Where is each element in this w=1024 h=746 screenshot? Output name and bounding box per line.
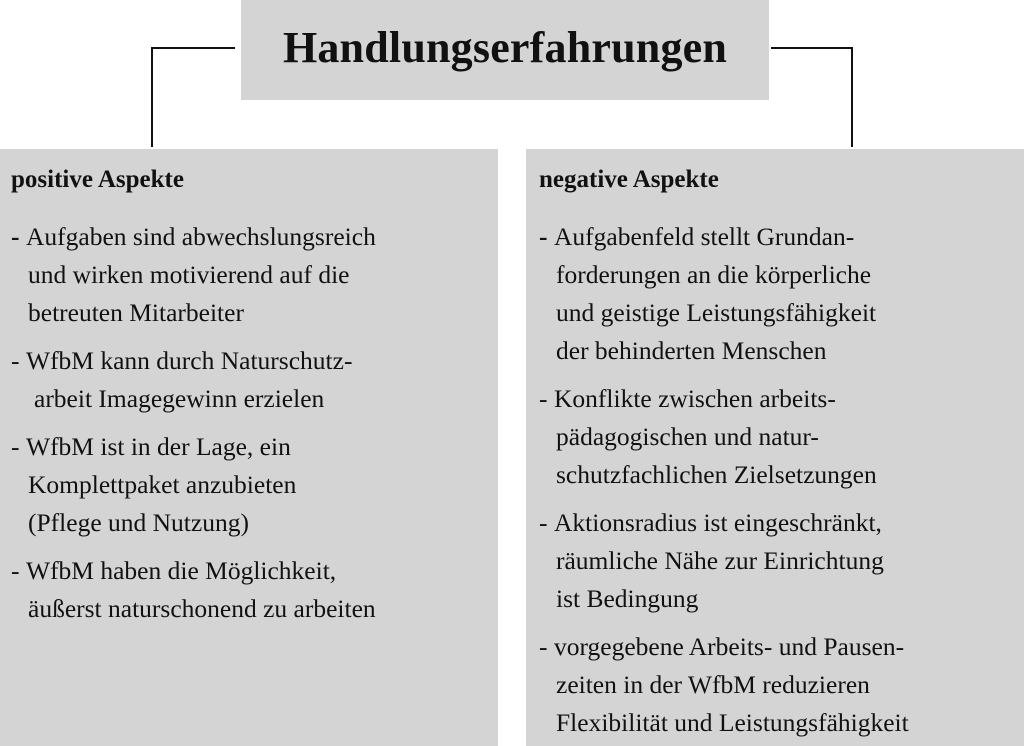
item-line: WfbM ist in der Lage, ein: [26, 432, 291, 461]
item-line: Komplettpaket anzubieten: [28, 470, 297, 499]
negative-aspects-heading: negative Aspekte: [539, 166, 719, 193]
item-line: äußerst naturschonend zu arbeiten: [28, 594, 376, 623]
item-line: Aufgabenfeld stellt Grundan-: [554, 222, 855, 251]
item-line: WfbM haben die Möglichkeit,: [26, 556, 337, 585]
bullet-dash: -: [539, 384, 548, 413]
item-line: Aktionsradius ist eingeschränkt,: [554, 508, 882, 537]
positive-item: [11, 552, 498, 628]
positive-item: [11, 428, 498, 542]
positive-item: [11, 218, 498, 332]
title-box: [241, 0, 769, 100]
item-line: der behinderten Menschen: [556, 336, 827, 365]
item-line: forderungen an die körperliche: [556, 260, 872, 289]
item-line: betreuten Mitarbeiter: [28, 298, 244, 327]
negative-item: [539, 380, 1024, 494]
diagram-title: Handlungserfahrungen: [282, 23, 728, 72]
negative-item: [539, 218, 1024, 370]
connector-right-horizontal: [771, 47, 853, 49]
item-line: und wirken motivierend auf die: [28, 260, 350, 289]
negative-aspects-panel: [526, 149, 1024, 746]
positive-item: [11, 342, 498, 418]
item-line: schutzfachlichen Zielsetzungen: [556, 460, 877, 489]
connector-left-vertical: [151, 47, 153, 147]
item-line: zeiten in der WfbM reduzieren: [556, 670, 870, 699]
bullet-dash: -: [539, 632, 548, 661]
item-line: räumliche Nähe zur Einrichtung: [556, 546, 884, 575]
item-line: (Pflege und Nutzung): [28, 508, 249, 537]
bullet-dash: -: [539, 508, 548, 537]
item-line: Konflikte zwischen arbeits-: [554, 384, 836, 413]
item-line: Flexibilität und Leistungsfähigkeit: [556, 708, 909, 737]
negative-item: [539, 628, 1024, 742]
item-line: und geistige Leistungsfähigkeit: [556, 298, 877, 327]
bullet-dash: -: [11, 556, 20, 585]
bullet-dash: -: [11, 222, 20, 251]
item-line: arbeit Imagegewinn erzielen: [34, 384, 325, 413]
bullet-dash: -: [11, 432, 20, 461]
negative-item: [539, 504, 1024, 618]
bullet-dash: -: [539, 222, 548, 251]
positive-aspects-panel: [0, 149, 498, 746]
item-line: vorgegebene Arbeits- und Pausen-: [554, 632, 905, 661]
item-line: WfbM kann durch Naturschutz-: [26, 346, 353, 375]
bullet-dash: -: [11, 346, 20, 375]
positive-aspects-heading: positive Aspekte: [11, 166, 184, 193]
item-line: ist Bedingung: [556, 584, 699, 613]
connector-right-vertical: [851, 47, 853, 147]
connector-left-horizontal: [151, 47, 235, 49]
item-line: pädagogischen und natur-: [556, 422, 819, 451]
item-line: Aufgaben sind abwechslungsreich: [26, 222, 376, 251]
